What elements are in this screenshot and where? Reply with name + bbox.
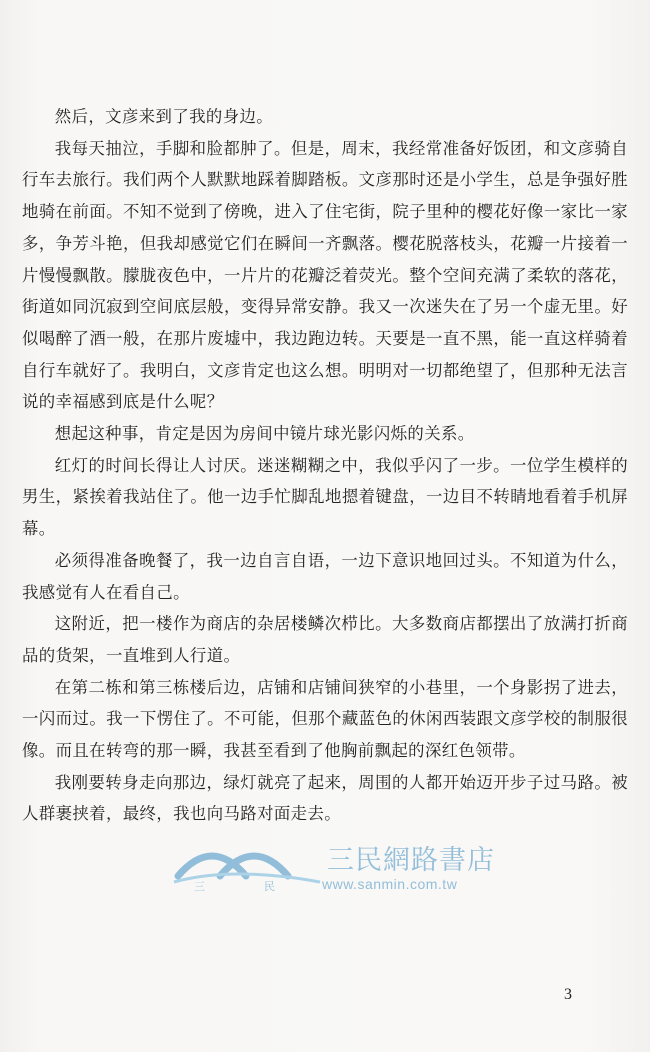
watermark-url: www.sanmin.com.tw: [322, 876, 458, 892]
paragraph-3: 想起这种事，肯定是因为房间中镜片球光影闪烁的关系。: [54, 424, 475, 444]
watermark-logo-icon: [172, 836, 322, 892]
paragraph-8: 我刚要转身走向那边，绿灯就亮了起来，周围的人都开始迈开步子过马路。被人群裹挟着，最终，我也向马路对面走去。: [22, 772, 628, 824]
paragraph-7: 在第二栋和第三栋楼后边，店铺和店铺间狭窄的小巷里，一个身影拐了进去，一闪而过。我一下愣住了。不可能，但那个藏蓝色的休闲西装跟文彦学校的制服很像。而且在转弯的那一瞬，我甚至看到了他胸前飘起的深红色领带。: [22, 677, 628, 761]
body-text: [22, 101, 628, 830]
paragraph-4: 红灯的时间长得让人讨厌。迷迷糊糊之中，我似乎闪了一步。一位学生模样的男生，紧挨着我站住了。他一边手忙脚乱地摁着键盘，一边目不转睛地看着手机屏幕。: [22, 455, 628, 539]
paragraph-6: 这附近，把一楼作为商店的杂居楼鳞次栉比。大多数商店都摆出了放满打折商品的货架，一直堆到人行道。: [22, 614, 628, 665]
watermark-name: 三民網路書店: [327, 845, 495, 876]
paragraph-2: 我每天抽泣，手脚和脸都肿了。但是，周末，我经常准备好饭团，和文彦骑自行车去旅行。我们两个人默默地踩着脚踏板。文彦那时还是小学生，总是争强好胜地骑在前面。不知不觉到了傍晚，进入了住宅街，院子里种的樱花好像一家比一家多，争芳斗艳，但我却感觉它们在瞬间一齐飘落。樱花脱落枝头，花瓣一片接着一片慢慢飘散。朦胧夜色中，一片片的花瓣泛着荧光。整个空间充满了柔软的落花，街道如同沉寂到空间底层般，变得异常安静。我又一次迷失在了另一个虚无里。好似喝醉了酒一般，在那片废墟中，我边跑边转。天要是一直不黑，能一直这样骑着自行车就好了。我明白，文彦肯定也这么想。明明对一切都绝望了，但那种无法言说的幸福感到底是什么呢？: [22, 138, 628, 412]
watermark-logo-char-1: 三: [194, 880, 205, 892]
paragraph-5: 必须得准备晚餐了，我一边自言自语，一边下意识地回过头。不知道为什么，我感觉有人在看自己。: [22, 550, 628, 602]
watermark: [172, 828, 512, 900]
watermark-logo-char-2: 民: [264, 880, 275, 892]
paragraph-1: 然后，文彦来到了我的身边。: [54, 107, 274, 126]
page-number: 3: [564, 986, 572, 1003]
